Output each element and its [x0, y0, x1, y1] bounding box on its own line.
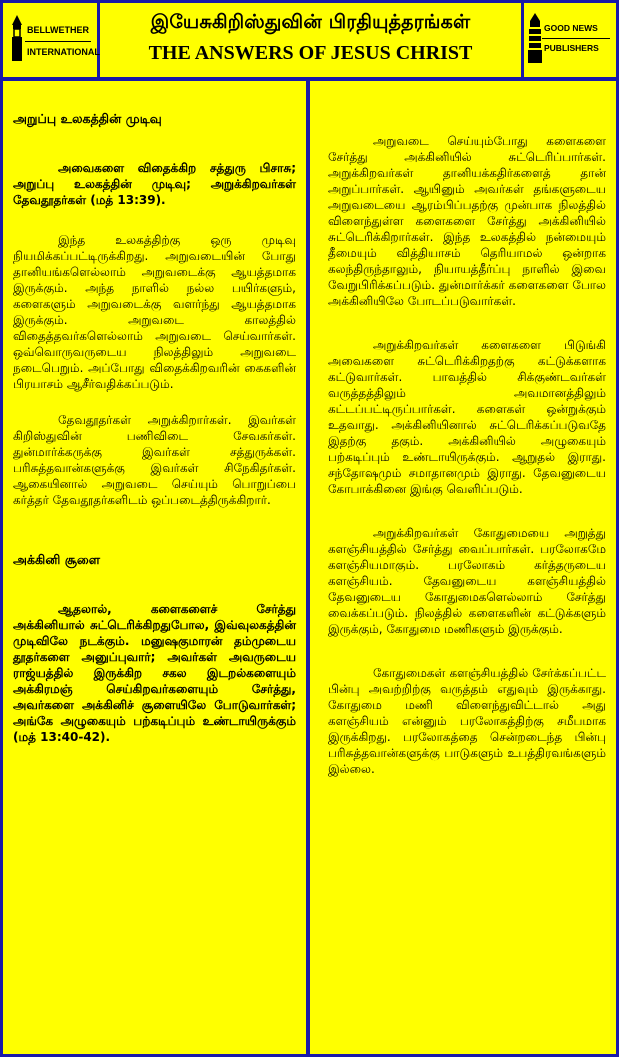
left-column — [3, 81, 306, 1054]
paragraph: தேவதூதர்கள் அறுக்கிறார்கள். இவர்கள் கிறிஸ்துவின் பணிவிடை சேவகர்கள். துன்மார்க்கருக்கு இவர்கள் சத்துருக்கள். பரிசுத்தவான்களுக்கு இவர்கள் சிநேகிதர்கள். ஆகையினால் அறுவடை செய்யும் பொறுப்பை கர்த்தர் தேவதூதர்களிடம் ஒப்படைத்திருக்கிறார். — [13, 413, 296, 507]
book-stack-icon — [528, 13, 542, 63]
section-heading-furnace: அக்கினி சூளை — [13, 552, 101, 567]
paragraph: அறுவடை செய்யும்போது களைகளை சேர்த்து அக்கினியில் சுட்டெரிப்பார்கள். அறுக்கிறவர்கள் தானியக்கதிர்களைத் தான் அறுப்பார்கள். ஆயினும் அவர்கள் தங்களுடைய அறுவடையை ஆரம்பிப்பதற்கு முன்பாக நிலத்தில் விளைந்துள்ள களைகளை சேர்த்து அக்கினியில் சுட்டெரிக்கிறார்கள். இந்த உலகத்தில் நன்மையும் தீமையும் வித்தியாசம் தெரியாமல் ஒன்றாக கலந்திருந்தாலும், நியாயத்தீர்ப்பு நாளில் இவை வேறுபிரிக்கப்படும். துன்மார்க்கர் களைகளை போல அக்கினியிலே போடப்படுவார்கள். — [328, 134, 606, 308]
logo-right-rule — [542, 38, 610, 39]
header — [3, 3, 616, 77]
paragraph: அறுக்கிறவர்கள் கோதுமையை அறுத்து களஞ்சியத்தில் சேர்த்து வைப்பார்கள். பரலோகமே களஞ்சியமாகும். பரலோகம் கர்த்தருடைய களஞ்சியம். தேவனுடைய களஞ்சியத்தில் தேவனுடைய கோதுமைகளெல்லாம் சேர்த்து வைக்கப்படும். நிலத்தில் களைகளின் கட்டுக்களும் இருக்கும், கோதுமை மணிகளும் இருக்கும். — [328, 526, 606, 636]
section-heading-harvest: அறுப்பு உலகத்தின் முடிவு — [13, 111, 162, 126]
paragraph: இந்த உலகத்திற்கு ஒரு முடிவு நியமிக்கப்பட்டிருக்கிறது. அறுவடையின் போது தானியங்களெல்லாம் அறுவடைக்கு ஆயத்தமாக இருக்கும். அந்த நாளில் நல்ல பயிர்களும், களைகளும் அறுவடைக்கு வளர்ந்து ஆயத்தமாக இருக்கும். அறுவடை காலத்தில் விதைத்தவர்களெல்லாம் அறுவடை செய்வார்கள். ஒவ்வொருவருடைய நிலத்திலும் அறுவடை நடைபெறும். அப்போது விதைக்கிறவரின் கைகளின் பிரயாசம் ஆசீர்வதிக்கப்படும். — [13, 233, 296, 391]
good-news-logo — [524, 3, 616, 77]
scripture-quote-1: அவைகளை விதைக்கிற சத்துரு பிசாசு; அறுப்பு உலகத்தின் முடிவு; அறுக்கிறவர்கள் தேவதூதர்கள் (மத் 13:39). — [13, 161, 296, 207]
logo-left-line2: INTERNATIONAL — [27, 47, 100, 57]
title-box — [100, 3, 521, 77]
logo-left-rule — [25, 41, 91, 42]
bell-tower-icon — [9, 15, 25, 61]
page-title-tamil: இயேசுகிறிஸ்துவின் பிரதியுத்தரங்கள் — [150, 11, 471, 33]
bellwether-logo — [3, 3, 100, 77]
logo-right-line2: PUBLISHERS — [544, 43, 599, 53]
page-title-english: THE ANSWERS OF JESUS CHRIST — [148, 42, 473, 64]
paragraph: கோதுமைகள் களஞ்சியத்தில் சேர்க்கப்பட்ட பின்பு அவற்றிற்கு வருத்தம் எதுவும் இருக்காது. கோதுமை மணி விளைந்துவிட்டால் அது களஞ்சியம் என்னும் பரலோகத்திற்கு சமீபமாக இருக்கிறது. பரலோகத்தை சென்றடைந்த பின்பு பரிசுத்தவான்களுக்கு பாடுகளும் உபத்திரவங்களும் இல்லை. — [328, 666, 606, 776]
logo-left-line1: BELLWETHER — [27, 25, 89, 35]
logo-right-line1: GOOD NEWS — [544, 23, 598, 33]
paragraph: அறுக்கிறவர்கள் களைகளை பிடுங்கி அவைகளை சுட்டெரிக்கிறதற்கு கட்டுக்களாக கட்டுவார்கள். பாவத்தில் சிக்குண்டவர்கள் வருத்தத்திலும் அவமானத்திலும் கட்டப்பட்டிருப்பார்கள். களைகள் ஒன்றுக்கும் உதவாது. அக்கினியினால் சுட்டெரிக்கப்படுவதே இதற்கு தகும். அக்கினியில் அழுகையும் பற்கடிப்பும் உண்டாயிருக்கும். ஆறுதல் இராது. சந்தோஷமும் சமாதானமும் இராது. தேவனுடைய கோபாக்கினை இங்கு வெளிப்படும். — [328, 338, 606, 496]
right-column — [310, 81, 616, 1054]
scripture-quote-2: ஆதலால், களைகளைச் சேர்த்து அக்கினியால் சுட்டெரிக்கிறதுபோல, இவ்வுலகத்தின் முடிவிலே நடக்கும். மனுஷகுமாரன் தம்முடைய தூதர்களை அனுப்புவார்; அவர்கள் அவருடைய ராஜ்யத்தில் இருக்கிற சகல இடறல்களையும் அக்கிரமஞ் செய்கிறவர்களையும் சேர்த்து, அவர்களை அக்கினிச் சூளையிலே போடுவார்கள்; அங்கே அழுகையும் பற்கடிப்பும் உண்டாயிருக்கும் (மத் 13:40-42). — [13, 602, 296, 744]
